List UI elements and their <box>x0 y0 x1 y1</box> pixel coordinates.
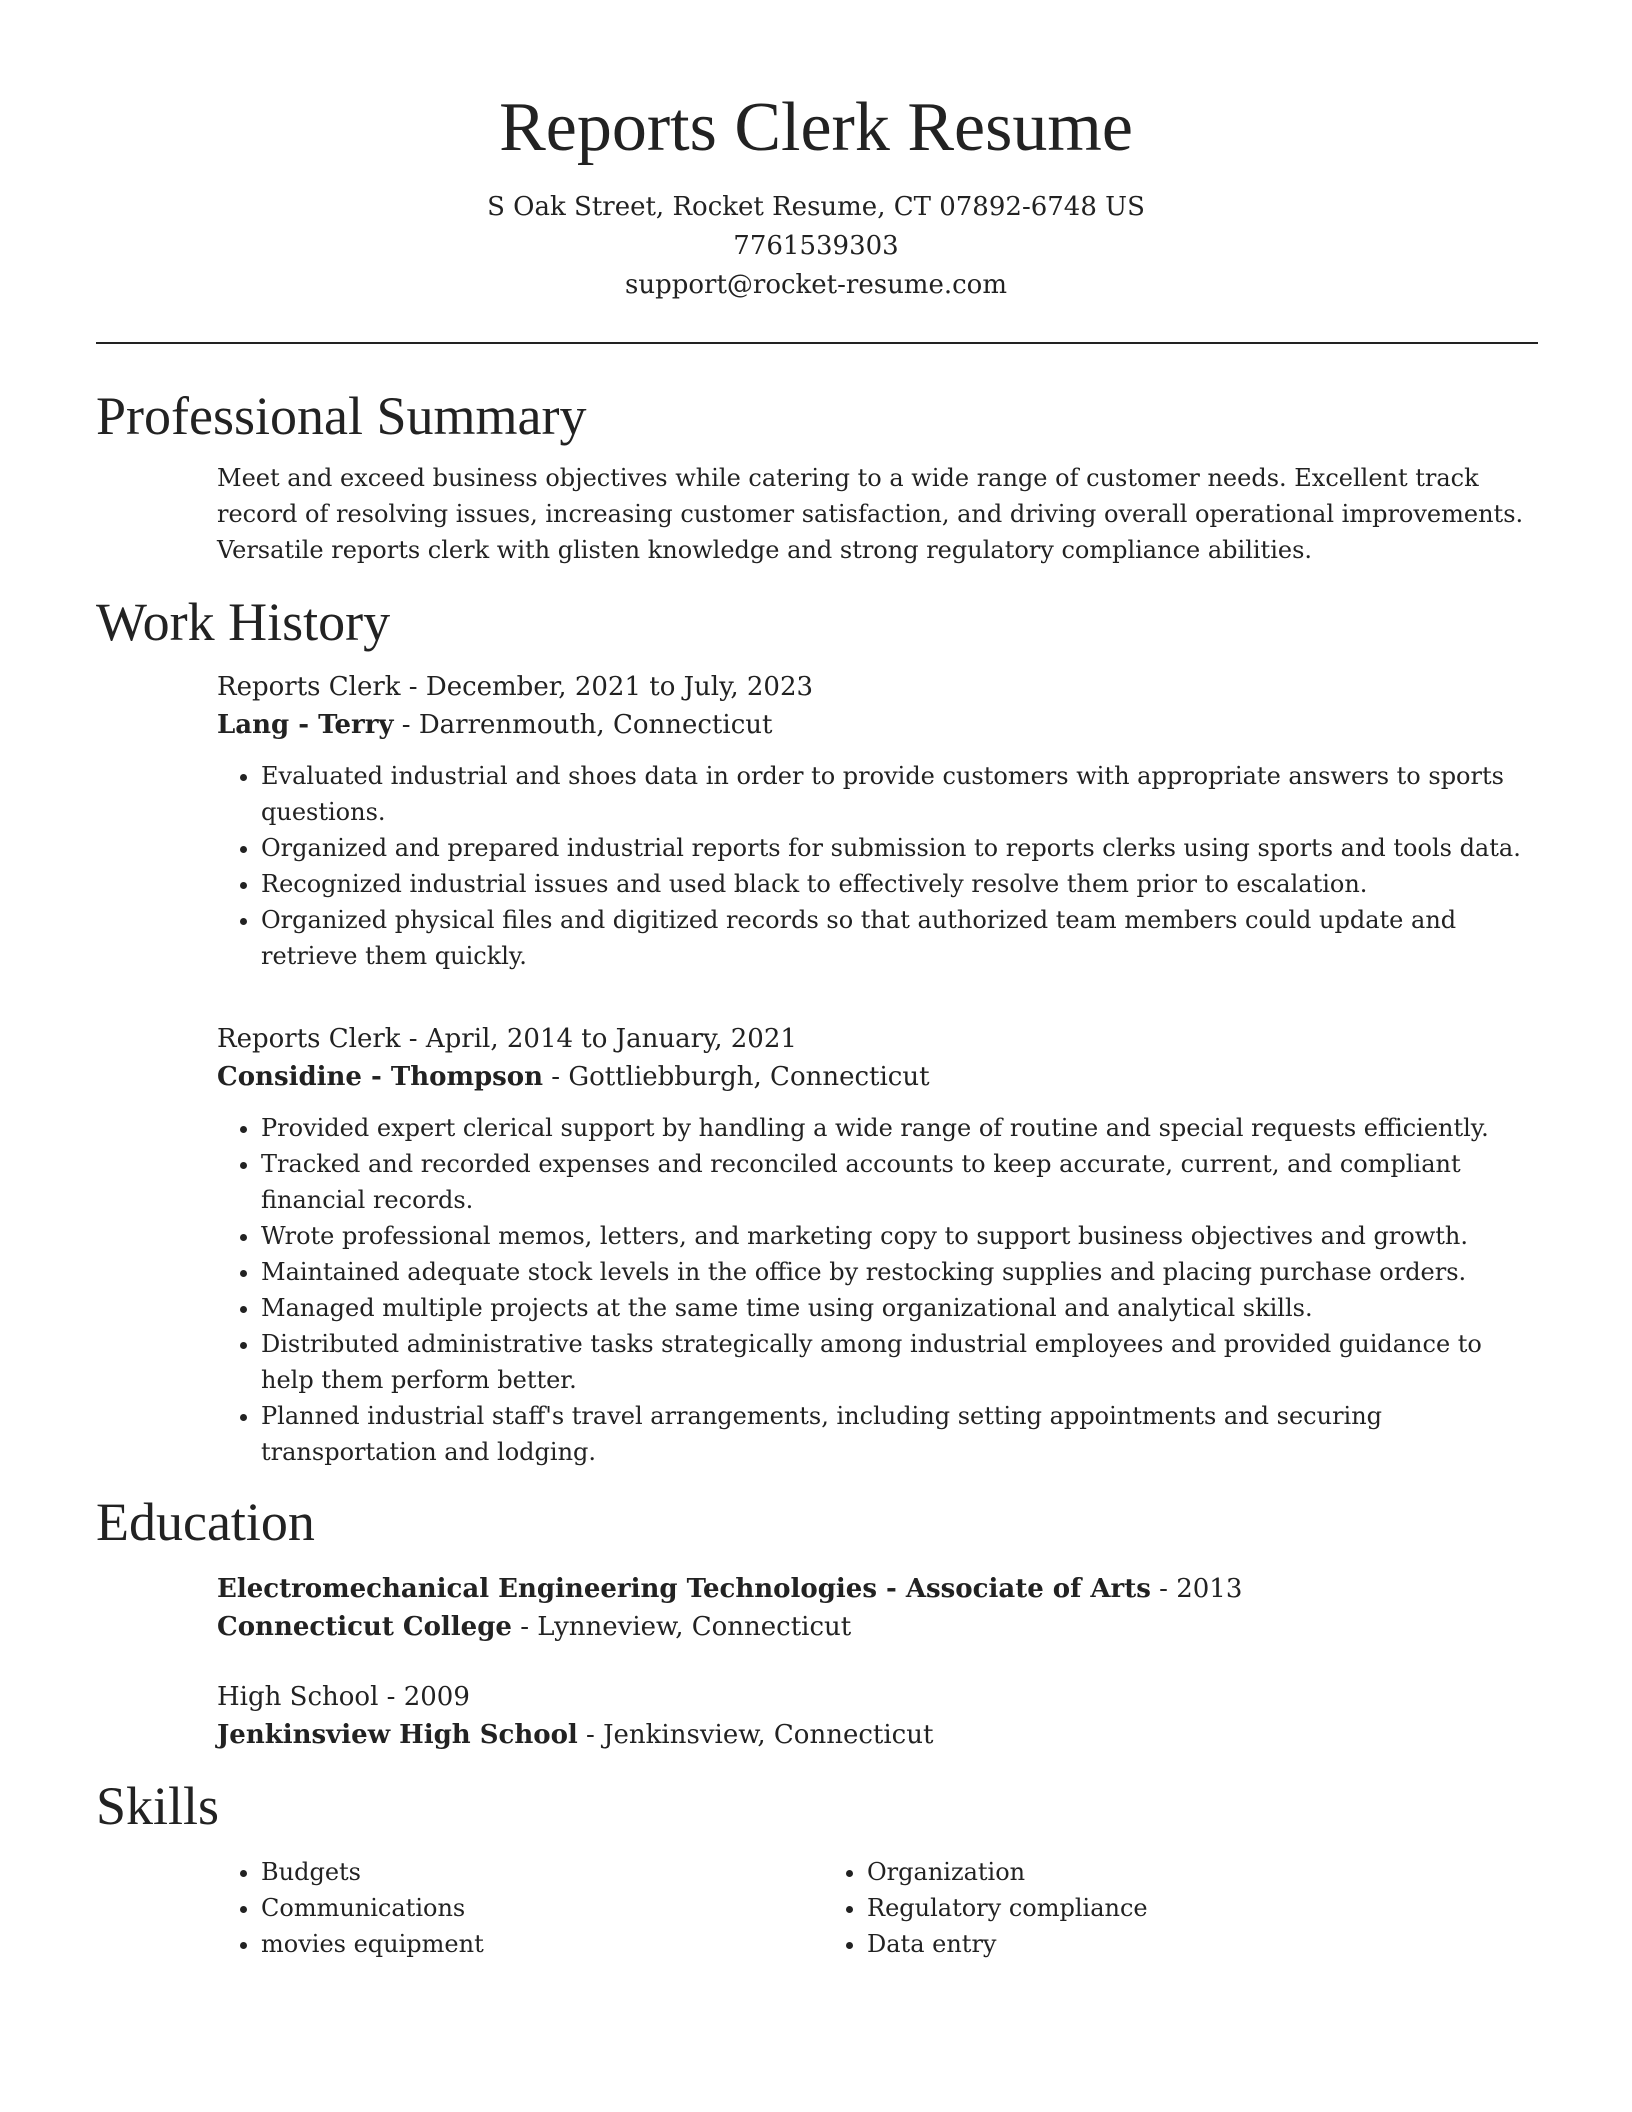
work-history-section <box>96 584 1538 1470</box>
skills-heading: Skills <box>96 1776 220 1836</box>
education-school: Connecticut College <box>217 1612 512 1642</box>
job-entry <box>217 668 1538 974</box>
summary-heading: Professional Summary <box>96 386 587 446</box>
job-bullet: • Wrote professional memos, letters, and marketing copy to support business objectives and growth. <box>261 1218 1538 1254</box>
education-year: - 2009 <box>378 1682 470 1712</box>
job-company: Lang - Terry <box>217 710 394 740</box>
education-degree-line <box>217 1678 1538 1716</box>
education-field: Electromechanical Engineering Technologies <box>217 1574 877 1604</box>
address: S Oak Street, Rocket Resume, CT 07892-6748 US <box>487 192 1145 222</box>
job-title-line <box>217 668 1538 706</box>
skill-item: • Regulatory compliance <box>867 1890 1429 1926</box>
skill-item: • movies equipment <box>261 1926 823 1962</box>
job-bullets <box>217 758 1538 974</box>
job-location: - Darrenmouth, Connecticut <box>393 710 773 740</box>
job-entry <box>217 1020 1538 1470</box>
job-dates: - April, 2014 to January, 2021 <box>400 1024 797 1054</box>
job-bullets <box>217 1110 1538 1470</box>
resume-title: Reports Clerk Resume <box>499 89 1133 166</box>
skill-item: • Organization <box>867 1854 1429 1890</box>
header-divider <box>96 342 1538 344</box>
job-company-line <box>217 706 1538 744</box>
education-school-line <box>217 1716 1538 1754</box>
job-bullet: • Recognized industrial issues and used black to effectively resolve them prior to escalation. <box>261 866 1538 902</box>
skills-list-left <box>217 1854 823 1962</box>
skill-item: • Data entry <box>867 1926 1429 1962</box>
job-role: Reports Clerk <box>217 1024 401 1054</box>
job-bullet: • Organized and prepared industrial reports for submission to reports clerks using sports and tools data. <box>261 830 1538 866</box>
skill-item: • Budgets <box>261 1854 823 1890</box>
education-entry <box>217 1678 1538 1754</box>
job-company: Considine - Thompson <box>217 1062 544 1092</box>
resume-header <box>0 0 1632 305</box>
skills-section <box>96 1768 1538 1962</box>
job-bullet: • Tracked and recorded expenses and reconciled accounts to keep accurate, current, and compliant financial records. <box>261 1146 1538 1218</box>
contact-info <box>0 188 1632 305</box>
email: support@rocket-resume.com <box>624 270 1007 300</box>
work-history-heading: Work History <box>96 592 391 652</box>
job-bullet: • Evaluated industrial and shoes data in order to provide customers with appropriate answers to sports questions. <box>261 758 1538 830</box>
education-location: - Jenkinsview, Connecticut <box>577 1720 934 1750</box>
job-dates: - December, 2021 to July, 2023 <box>400 672 814 702</box>
education-degree: - Associate of Arts <box>876 1574 1151 1604</box>
job-bullet: • Maintained adequate stock levels in the office by restocking supplies and placing purchase orders. <box>261 1254 1538 1290</box>
phone: 7761539303 <box>733 231 899 261</box>
resume-content <box>96 378 1538 1962</box>
job-company-line <box>217 1058 1538 1096</box>
skills-columns <box>217 1854 1538 1962</box>
education-degree-line <box>217 1570 1538 1608</box>
job-title-line <box>217 1020 1538 1058</box>
job-bullet: • Organized physical files and digitized records so that authorized team members could update and retrieve them quickly. <box>261 902 1538 974</box>
education-entry <box>217 1570 1538 1646</box>
job-location: - Gottliebburgh, Connecticut <box>543 1062 930 1092</box>
education-degree: High School <box>217 1682 379 1712</box>
education-location: - Lynneview, Connecticut <box>511 1612 852 1642</box>
education-heading: Education <box>96 1492 315 1552</box>
job-bullet: • Managed multiple projects at the same time using organizational and analytical skills. <box>261 1290 1538 1326</box>
job-bullet: • Planned industrial staff's travel arrangements, including setting appointments and securing transportation and lodging. <box>261 1398 1538 1470</box>
job-bullet: • Distributed administrative tasks strategically among industrial employees and provided guidance to help them perform better. <box>261 1326 1538 1398</box>
job-bullet: • Provided expert clerical support by handling a wide range of routine and special requests efficiently. <box>261 1110 1538 1146</box>
education-school: Jenkinsview High School <box>217 1720 578 1750</box>
education-section <box>96 1484 1538 1754</box>
job-role: Reports Clerk <box>217 672 401 702</box>
summary-text: Meet and exceed business objectives while catering to a wide range of customer needs. Excellent track record of resolving issues, increasing customer satisfaction, and driving overall operational improvements. Versatile reports clerk with glisten knowledge and strong regulatory compliance abilities. <box>217 464 1524 564</box>
skill-item: • Communications <box>261 1890 823 1926</box>
education-year: - 2013 <box>1150 1574 1243 1604</box>
education-school-line <box>217 1608 1538 1646</box>
summary-section <box>96 378 1538 568</box>
skills-list-right <box>823 1854 1429 1962</box>
